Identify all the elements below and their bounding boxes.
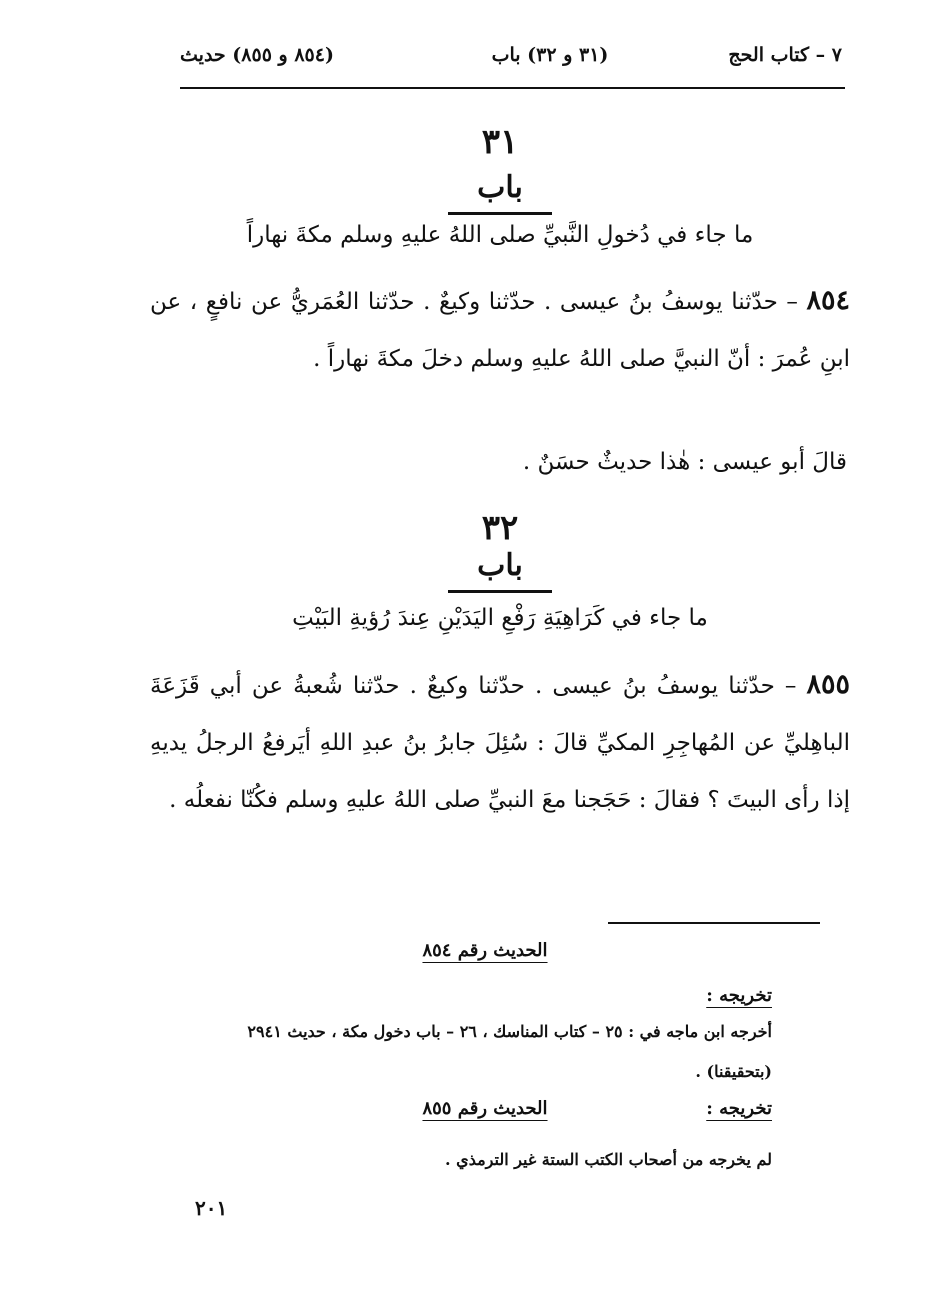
bab-underline: [448, 590, 552, 593]
hadith-number: ٨٥٤: [806, 285, 851, 316]
running-header-hadith-range: (٨٥٤ و ٨٥٥) حديث: [180, 44, 334, 66]
running-header-chapter: ٧ – كتاب الحج: [728, 44, 842, 66]
footnote-rule: [608, 922, 820, 924]
footnote-note: (بتحقيقنا) .: [695, 1062, 772, 1081]
footnote-label: تخريجه :: [706, 985, 772, 1006]
footnote-label: تخريجه :: [706, 1098, 772, 1119]
bab-underline: [448, 212, 552, 215]
hadith-text: – حدّثنا يوسفُ بنُ عيسى . حدّثنا وكيعٌ . حدّثنا شُعبةُ عن أبي قَزَعَةَ الباهِليِّ عن المُهاجِرِ المكيِّ قالَ : سُئِلَ جابرُ بنُ عبدِ اللهِ أيَرفعُ الرجلُ يديهِ إذا رأى البيتَ ؟ فقالَ : حَجَجنا معَ النبيِّ صلى اللهُ عليهِ وسلم فكُنّا نفعلُه .: [150, 673, 850, 813]
hadith-paragraph: [150, 656, 850, 829]
chapter-title: ما جاء في كَرَاهِيَةِ رَفْعِ اليَدَيْنِ عِندَ رُؤيةِ البَيْتِ: [292, 605, 708, 631]
running-header-section: (٣١ و ٣٢) باب: [491, 44, 609, 66]
chapter-number: ٣١: [481, 122, 519, 162]
bab-heading: باب: [477, 548, 523, 583]
footnote-heading: الحديث رقم ٨٥٤: [422, 940, 548, 961]
hadith-number: ٨٥٥: [806, 669, 850, 700]
hadith-text: – حدّثنا يوسفُ بنُ عيسى . حدّثنا وكيعٌ . حدّثنا العُمَريُّ عن نافعٍ ، عن ابنِ عُمرَ : أنّ النبيَّ صلى اللهُ عليهِ وسلم دخلَ مكةَ نهاراً .: [150, 289, 850, 372]
chapter-title: ما جاء في دُخولِ النَّبيِّ صلى اللهُ عليهِ وسلم مكةَ نهاراً: [246, 222, 754, 248]
page-number: ٢٠١: [195, 1196, 228, 1220]
abu-isa-comment: قالَ أبو عيسى : هٰذا حديثٌ حسَنٌ .: [522, 449, 847, 475]
footnote-text: أخرجه ابن ماجه في : ٢٥ – كتاب المناسك ، ٢٦ – باب دخول مكة ، حديث ٢٩٤١: [247, 1022, 772, 1041]
hadith-paragraph: [150, 272, 850, 388]
bab-heading: باب: [477, 170, 523, 205]
header-rule: [180, 87, 845, 89]
footnote-heading: الحديث رقم ٨٥٥: [422, 1098, 548, 1119]
chapter-number: ٣٢: [481, 508, 519, 548]
footnote-text: لم يخرجه من أصحاب الكتب الستة غير الترمذي .: [445, 1150, 772, 1169]
